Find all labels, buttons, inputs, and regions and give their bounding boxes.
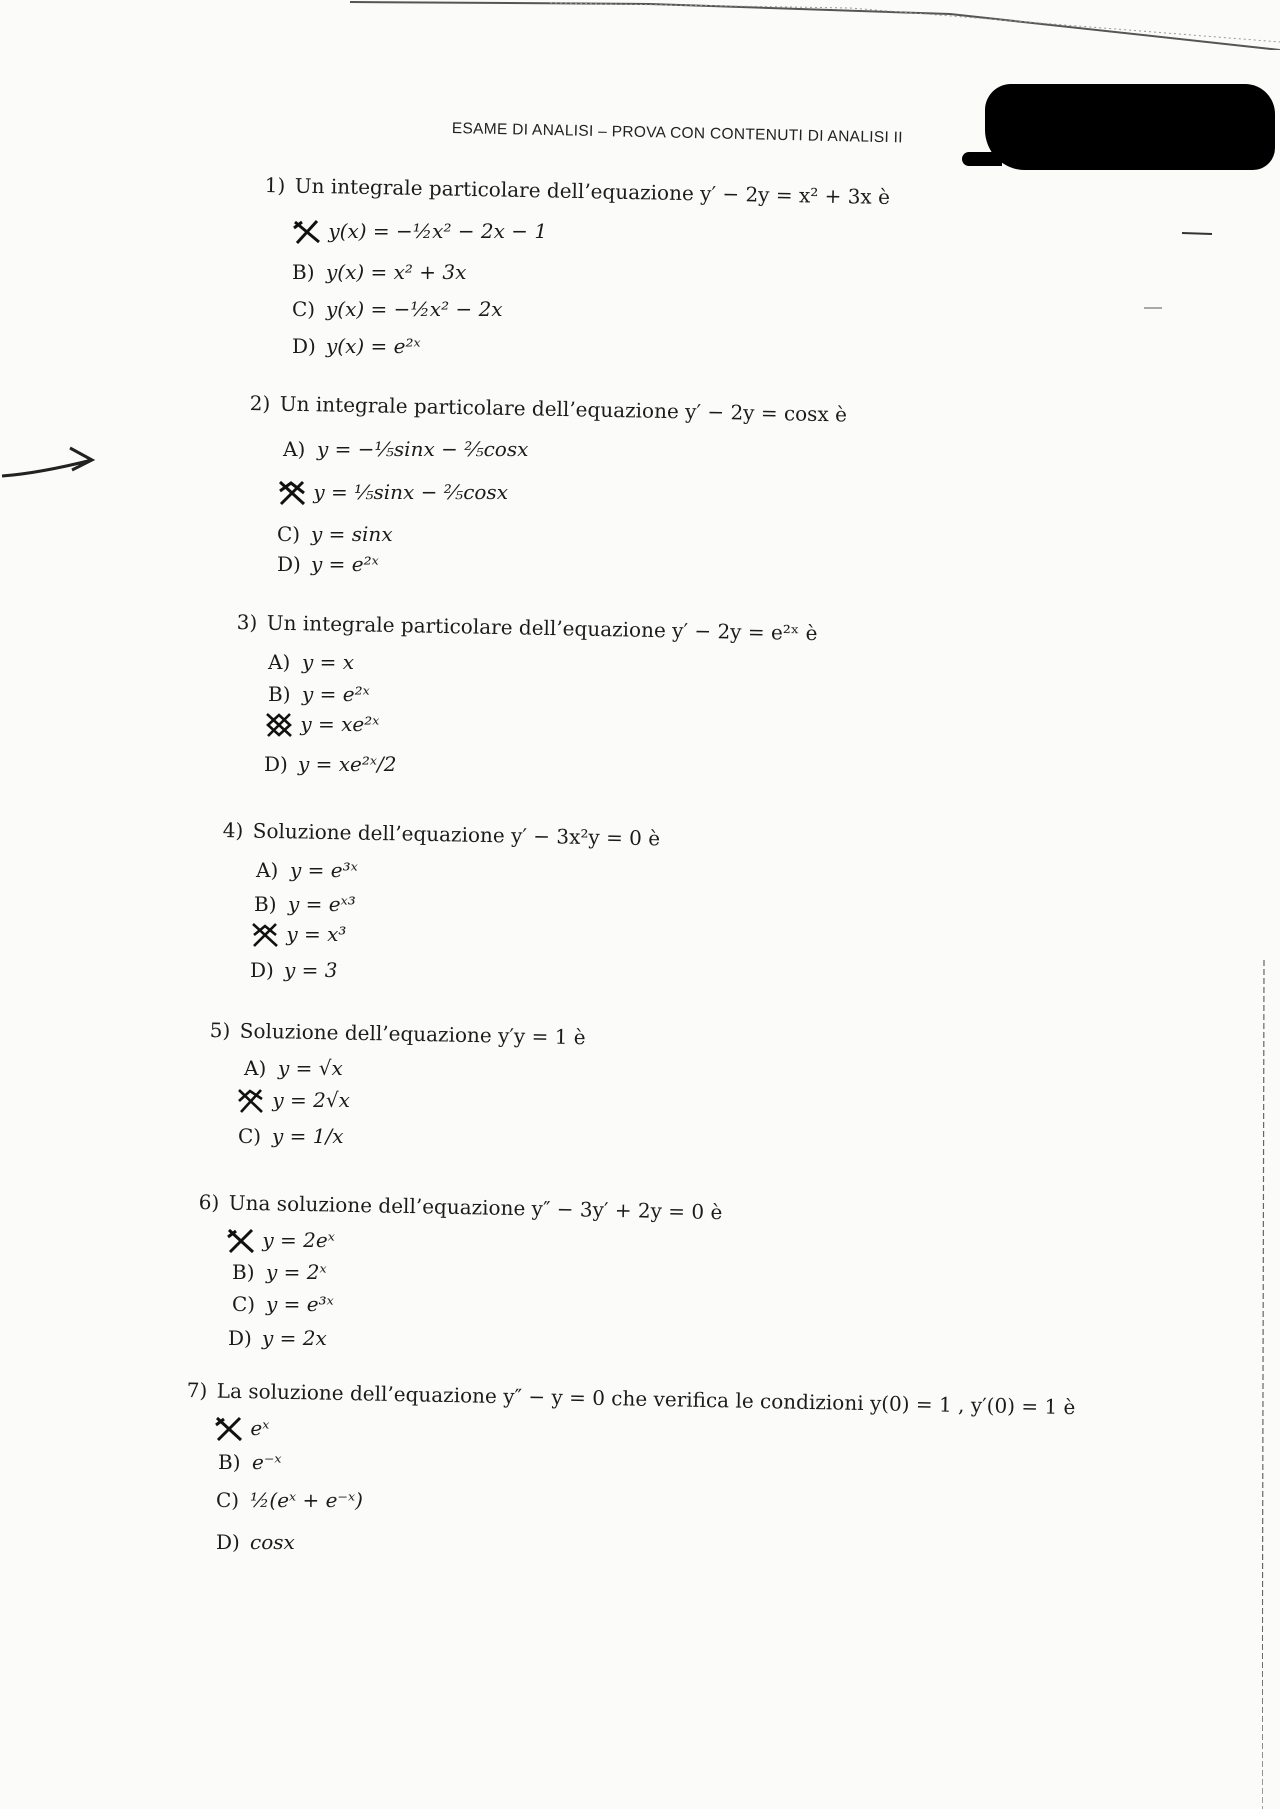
question-4-option-a[interactable]: A) y = e³ˣ [256, 858, 358, 882]
margin-arrow-mark [0, 440, 100, 480]
question-5-option-b[interactable]: y = 2√x [236, 1088, 350, 1115]
question-3-option-c[interactable]: y = xe²ˣ [264, 712, 379, 739]
scan-edge-right [1262, 960, 1266, 1809]
question-2-option-b[interactable]: y = ⅕sinx − ⅖cosx [277, 480, 508, 507]
question-7-text: 7) La soluzione dell’equazione y″ − y = 0 che verifica le condizioni y(0) = 1 , y′(0) = 1 è [186, 1378, 1076, 1420]
question-6-option-d[interactable]: D) y = 2x [228, 1326, 327, 1350]
question-3 [236, 610, 818, 646]
question-4-text: 4) Soluzione dell’equazione y′ − 3x²y = 0 è [222, 818, 661, 851]
question-2-option-a[interactable]: A) y = −⅕sinx − ⅖cosx [283, 437, 529, 461]
question-2 [249, 391, 848, 427]
question-7 [186, 1378, 1076, 1420]
question-4-option-d[interactable]: D) y = 3 [250, 958, 338, 982]
redaction-block [985, 84, 1275, 170]
question-6-option-a[interactable]: y = 2eˣ [226, 1228, 335, 1255]
question-3-option-d[interactable]: D) y = xe²ˣ/2 [264, 752, 397, 776]
cross-mark-icon [226, 1229, 256, 1255]
question-6-text: 6) Una soluzione dell’equazione y″ − 3y′ + 2y = 0 è [198, 1190, 723, 1225]
question-5-option-c[interactable]: C) y = 1/x [238, 1124, 344, 1148]
question-5-text: 5) Soluzione dell’equazione y′y = 1 è [209, 1018, 586, 1050]
question-7-option-a[interactable]: eˣ [214, 1416, 269, 1443]
stray-mark [1180, 228, 1216, 238]
exam-header: ESAME DI ANALISI – PROVA CON CONTENUTI DI ANALISI II [451, 120, 904, 147]
question-6-option-b[interactable]: B) y = 2ˣ [232, 1260, 327, 1284]
scan-edge-line [350, 0, 1280, 50]
question-1-option-d[interactable]: D) y(x) = e²ˣ [292, 334, 421, 358]
redaction-tail [962, 152, 1002, 166]
cross-mark-icon [236, 1089, 266, 1115]
stray-mark [1142, 304, 1166, 312]
question-4 [222, 818, 661, 851]
cross-mark-icon [214, 1417, 244, 1443]
question-3-option-b[interactable]: B) y = e²ˣ [268, 682, 370, 706]
cross-mark-icon [250, 923, 280, 949]
question-1-option-c[interactable]: C) y(x) = −½x² − 2x [292, 297, 503, 321]
question-3-text: 3) Un integrale particolare dell’equazione y′ − 2y = e²ˣ è [236, 610, 818, 646]
question-5 [209, 1018, 586, 1050]
question-7-option-c[interactable]: C) ½(eˣ + e⁻ˣ) [216, 1488, 363, 1512]
question-7-option-b[interactable]: B) e⁻ˣ [218, 1450, 282, 1474]
cross-mark-icon [277, 481, 307, 507]
question-4-option-c[interactable]: y = x³ [250, 922, 346, 949]
cross-mark-icon [264, 713, 294, 739]
question-2-text: 2) Un integrale particolare dell’equazione y′ − 2y = cosx è [249, 391, 848, 427]
question-2-option-c[interactable]: C) y = sinx [277, 522, 393, 546]
question-6-option-c[interactable]: C) y = e³ˣ [232, 1292, 334, 1316]
question-4-option-b[interactable]: B) y = eˣ³ [254, 892, 356, 916]
question-1 [265, 175, 890, 207]
question-5-option-a[interactable]: A) y = √x [244, 1056, 343, 1080]
question-1-text: 1) Un integrale particolare dell’equazione y′ − 2y = x² + 3x è [264, 173, 891, 209]
question-1-option-b[interactable]: B) y(x) = x² + 3x [292, 260, 467, 284]
question-6 [198, 1190, 723, 1225]
question-3-option-a[interactable]: A) y = x [268, 650, 355, 674]
question-1-option-a[interactable]: y(x) = −½x² − 2x − 1 [292, 219, 547, 246]
cross-mark-icon [292, 220, 322, 246]
question-2-option-d[interactable]: D) y = e²ˣ [277, 552, 379, 576]
question-7-option-d[interactable]: D) cosx [216, 1530, 295, 1554]
